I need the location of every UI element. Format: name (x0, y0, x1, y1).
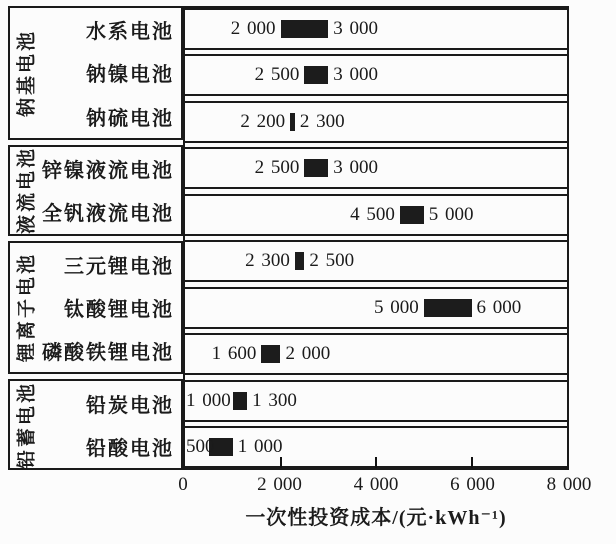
group-label: 钠基电池 (16, 28, 38, 117)
group-box (8, 145, 183, 236)
battery-name: 钠硫电池 (86, 107, 174, 130)
x-tick-label: 8 000 (546, 474, 592, 495)
battery-name: 锌镍液流电池 (42, 160, 174, 183)
bar-row (185, 194, 567, 236)
bar-row (185, 287, 567, 329)
max-value-label: 3 000 (333, 18, 378, 39)
max-value-label: 3 000 (333, 157, 378, 179)
battery-name: 钛酸锂电池 (64, 298, 174, 321)
range-bar (304, 66, 328, 84)
bar-row (185, 101, 567, 143)
x-tick-mark (471, 457, 473, 468)
x-axis-title: 一次性投资成本/(元·kWh⁻¹) (245, 507, 507, 529)
battery-name: 铅酸电池 (86, 437, 174, 460)
x-tick-label: 4 000 (353, 474, 399, 495)
group-box (8, 241, 183, 375)
battery-names-column (40, 147, 181, 234)
x-tick-mark (375, 457, 377, 468)
group-box (8, 379, 183, 470)
bar-row (185, 380, 567, 422)
x-tick-label: 6 000 (450, 474, 495, 495)
max-value-label: 6 000 (476, 296, 522, 318)
group-label-column (10, 381, 40, 468)
bar-row (185, 240, 567, 282)
x-tick-mark (280, 457, 282, 468)
max-value-label: 1 300 (252, 389, 297, 411)
battery-name: 全钒液流电池 (42, 203, 174, 226)
group-label: 铅蓄电池 (16, 380, 38, 469)
battery-name: 水系电池 (86, 21, 174, 44)
battery-name: 钠镍电池 (86, 64, 174, 87)
max-value-label: 1 000 (237, 435, 283, 457)
range-bar (295, 252, 305, 270)
group-label: 锂离子电池 (16, 252, 38, 363)
battery-names-column (40, 8, 181, 138)
x-axis-tick-labels (178, 474, 592, 498)
category-panel (8, 6, 183, 470)
x-tick-label: 0 (178, 474, 188, 495)
range-bar (233, 392, 247, 410)
range-bar (304, 159, 328, 177)
min-value-label: 1 600 (211, 343, 257, 365)
bar-row (185, 54, 567, 96)
battery-name: 磷酸铁锂电池 (42, 342, 174, 365)
range-bar (424, 299, 472, 317)
max-value-label: 2 300 (299, 110, 345, 132)
group-box (8, 6, 183, 140)
plot-area (183, 6, 569, 470)
battery-names-column (40, 243, 181, 373)
x-tick-label: 2 000 (257, 474, 302, 495)
battery-name: 三元锂电池 (64, 255, 174, 278)
bar-row (185, 333, 567, 375)
range-bar (281, 20, 329, 38)
min-value-label: 2 000 (230, 18, 276, 39)
range-bar (400, 206, 424, 224)
range-bar (290, 113, 295, 131)
min-value-label: 2 200 (240, 110, 286, 132)
bar-row (185, 8, 567, 50)
min-value-label: 2 300 (245, 250, 290, 272)
min-value-label: 2 500 (254, 157, 300, 179)
max-value-label: 5 000 (428, 203, 474, 225)
min-value-label: 5 000 (374, 296, 419, 318)
range-bar (261, 345, 280, 363)
group-label-column (10, 147, 40, 234)
min-value-label: 4 500 (350, 203, 395, 225)
group-label-column (10, 243, 40, 373)
battery-names-column (40, 381, 181, 468)
max-value-label: 2 000 (285, 343, 331, 365)
min-value-label: 1 000 (186, 389, 231, 411)
bar-row (185, 147, 567, 189)
max-value-label: 2 500 (309, 250, 355, 272)
group-label-column (10, 8, 40, 138)
group-label: 液流电池 (16, 146, 38, 235)
plot-rows (185, 8, 567, 468)
min-value-label: 500 (186, 435, 215, 457)
min-value-label: 2 500 (254, 64, 300, 86)
max-value-label: 3 000 (333, 64, 378, 86)
battery-name: 铅炭电池 (86, 394, 174, 417)
